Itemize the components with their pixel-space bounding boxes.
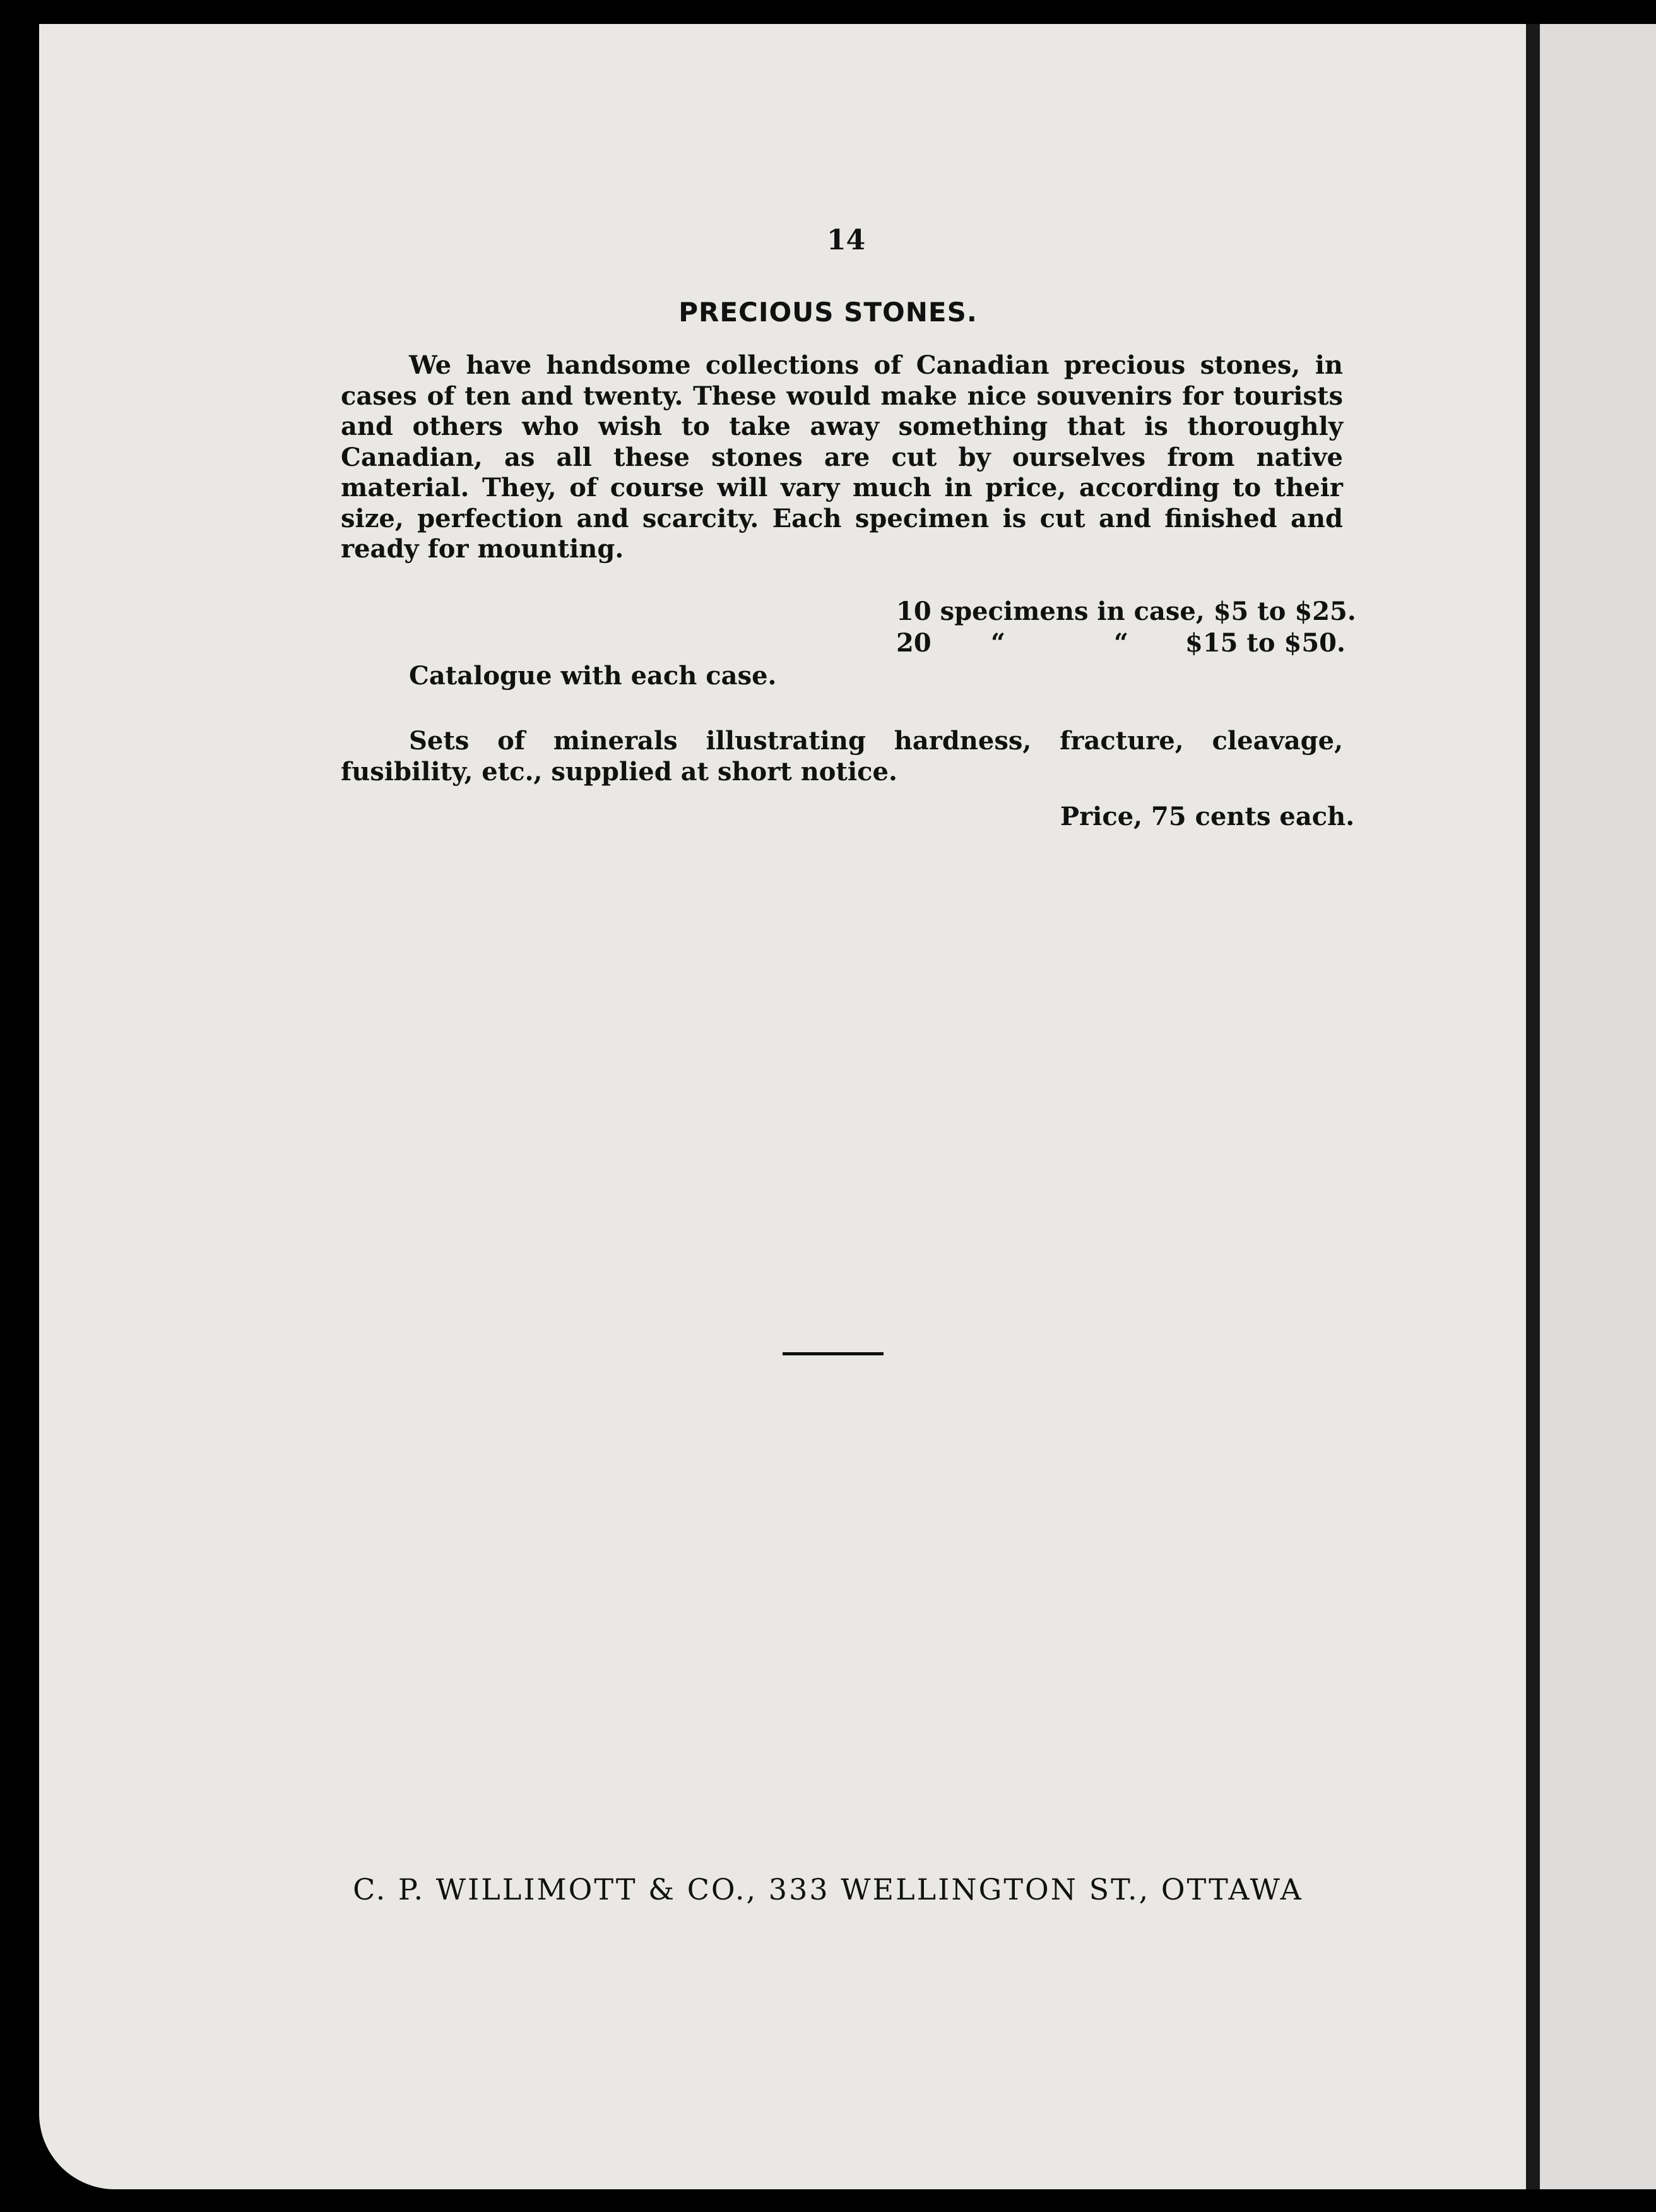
ditto-mark: “ bbox=[991, 628, 1006, 658]
publisher-footer: C. P. WILLIMOTT & CO., 333 WELLINGTON ST., OTTAWA bbox=[353, 1872, 1303, 1906]
minerals-paragraph: Sets of minerals illustrating hardness, fracture, cleavage, fusibility, etc., supplied at short notice. bbox=[341, 726, 1343, 787]
price-count: 10 bbox=[896, 597, 932, 626]
price-count: 20 bbox=[896, 628, 932, 658]
price-range: $15 to $50. bbox=[1185, 628, 1346, 658]
ditto-mark: “ bbox=[1114, 628, 1129, 658]
page-number: 14 bbox=[827, 224, 866, 256]
facing-page-edge bbox=[1540, 24, 1656, 2189]
minerals-price: Price, 75 cents each. bbox=[1060, 802, 1355, 831]
section-heading: PRECIOUS STONES. bbox=[678, 297, 978, 328]
catalogue-note: Catalogue with each case. bbox=[409, 661, 777, 691]
intro-paragraph: We have handsome collections of Canadian precious stones, in cases of ten and twenty. These would make nice souvenirs for tourists and others who wish to take away something that is thoroughly Canadian, as all these stones are cut by ourselves from native material. They, of course will vary much in price, according to their size, perfection and scarcity. Each specimen is cut and finished and ready for mounting. bbox=[341, 350, 1343, 564]
section-divider bbox=[783, 1352, 884, 1355]
price-range: $5 to $25. bbox=[1213, 597, 1356, 626]
page-sheet bbox=[39, 24, 1526, 2189]
price-label: specimens in case, bbox=[940, 597, 1205, 626]
price-row-10 bbox=[896, 597, 1356, 626]
page-fold bbox=[1526, 24, 1540, 2189]
price-row-20 bbox=[896, 628, 932, 658]
